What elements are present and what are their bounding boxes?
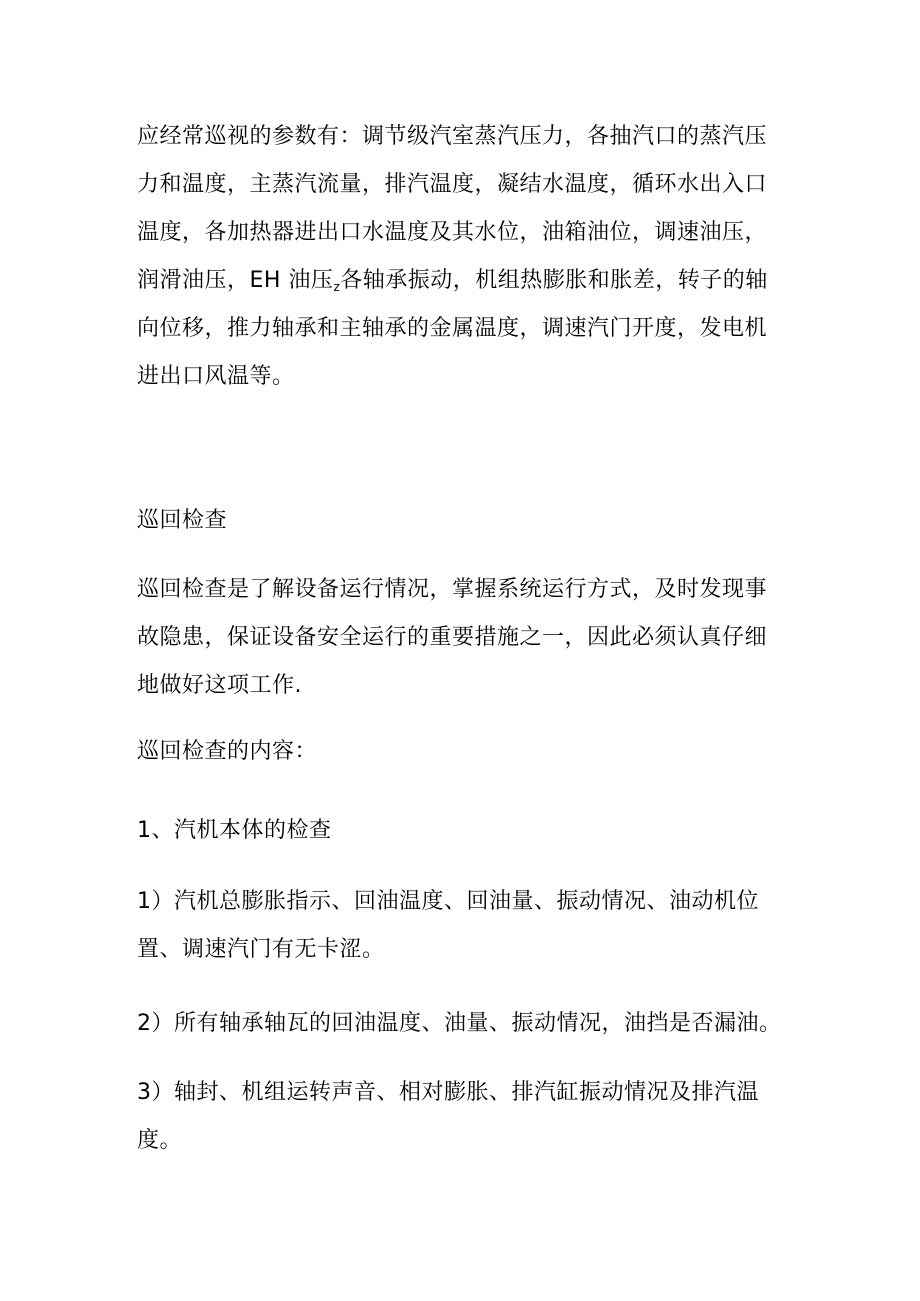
heading-text: 巡回检查的内容： bbox=[137, 739, 318, 764]
heading-text: 巡回检查 bbox=[137, 508, 228, 533]
list-item-title bbox=[137, 807, 797, 855]
paragraph-fragment: 润滑油压，EH 油压 bbox=[137, 268, 334, 293]
paragraph-line: 巡回检查是了解设备运行情况，掌握系统运行方式，及时发现事 bbox=[137, 577, 768, 602]
paragraph-line: 应经常巡视的参数有：调节级汽室蒸汽压力，各抽汽口的蒸汽压 bbox=[137, 124, 768, 149]
list-item bbox=[137, 878, 797, 974]
paragraph-line: 地做好这项工作. bbox=[137, 673, 302, 698]
list-item-line: 度。 bbox=[137, 1128, 183, 1153]
list-item-line: 1）汽机总膨胀指示、回油温度、回油量、振动情况、油动机位 bbox=[137, 889, 759, 914]
subscript-mark: z bbox=[333, 280, 341, 294]
list-item bbox=[137, 1000, 797, 1048]
paragraph-line: 温度，各加热器进出口水温度及其水位，油箱油位，调速油压， bbox=[137, 220, 768, 245]
section-heading bbox=[137, 497, 797, 545]
paragraph-line: 力和温度，主蒸汽流量，排汽温度，凝结水温度，循环水出入口 bbox=[137, 172, 768, 197]
list-item-line: 置、调速汽门有无卡涩。 bbox=[137, 937, 385, 962]
list-item-line: 2）所有轴承轴瓦的回油温度、油量、振动情况，油挡是否漏油。 bbox=[137, 1011, 782, 1036]
paragraph-line: 向位移，推力轴承和主轴承的金属温度，调速汽门开度，发电机 bbox=[137, 316, 768, 341]
paragraph-line-mixed bbox=[137, 257, 797, 305]
list-item bbox=[137, 1069, 797, 1165]
paragraph-line: 故隐患，保证设备安全运行的重要措施之一，因此必须认真仔细 bbox=[137, 625, 768, 650]
paragraph-fragment: 各轴承振动，机组热膨胀和胀差，转子的轴 bbox=[340, 268, 768, 293]
item-title-text: 1、汽机本体的检查 bbox=[137, 818, 332, 843]
contents-heading bbox=[137, 728, 797, 776]
intro-paragraph bbox=[137, 113, 797, 401]
list-item-line: 3）轴封、机组运转声音、相对膨胀、排汽缸振动情况及排汽温 bbox=[137, 1080, 759, 1105]
inspection-paragraph bbox=[137, 566, 797, 710]
paragraph-line: 进出口风温等。 bbox=[137, 364, 295, 389]
